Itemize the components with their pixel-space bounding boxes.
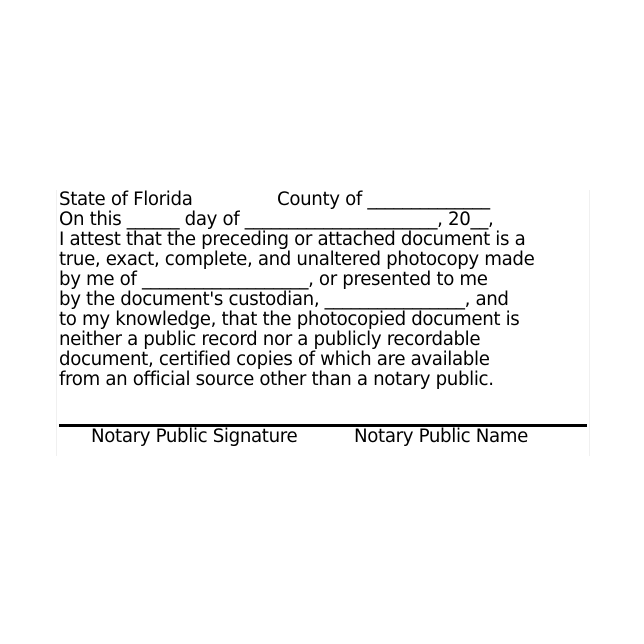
body-line-6: to my knowledge, that the photocopied document is: [59, 309, 520, 330]
header-state: State of Florida: [59, 189, 193, 210]
body-line-2: I attest that the preceding or attached document is a: [59, 229, 526, 250]
body-line-7: neither a public record nor a publicly recordable: [59, 329, 481, 350]
body-line-1: On this ______ day of ______________________, 20__,: [59, 209, 494, 230]
signature-label: Notary Public Signature: [91, 426, 298, 447]
body-line-8: document, certified copies of which are available: [59, 349, 490, 370]
body-line-5: by the document's custodian, ________________, and: [59, 289, 509, 310]
notary-stamp: [56, 190, 590, 456]
body-line-9: from an official source other than a notary public.: [59, 369, 494, 390]
body-line-4: by me of ___________________, or presented to me: [59, 269, 488, 290]
name-label: Notary Public Name: [354, 426, 528, 447]
body-line-3: true, exact, complete, and unaltered photocopy made: [59, 249, 535, 270]
header-county: County of ______________: [277, 189, 490, 210]
